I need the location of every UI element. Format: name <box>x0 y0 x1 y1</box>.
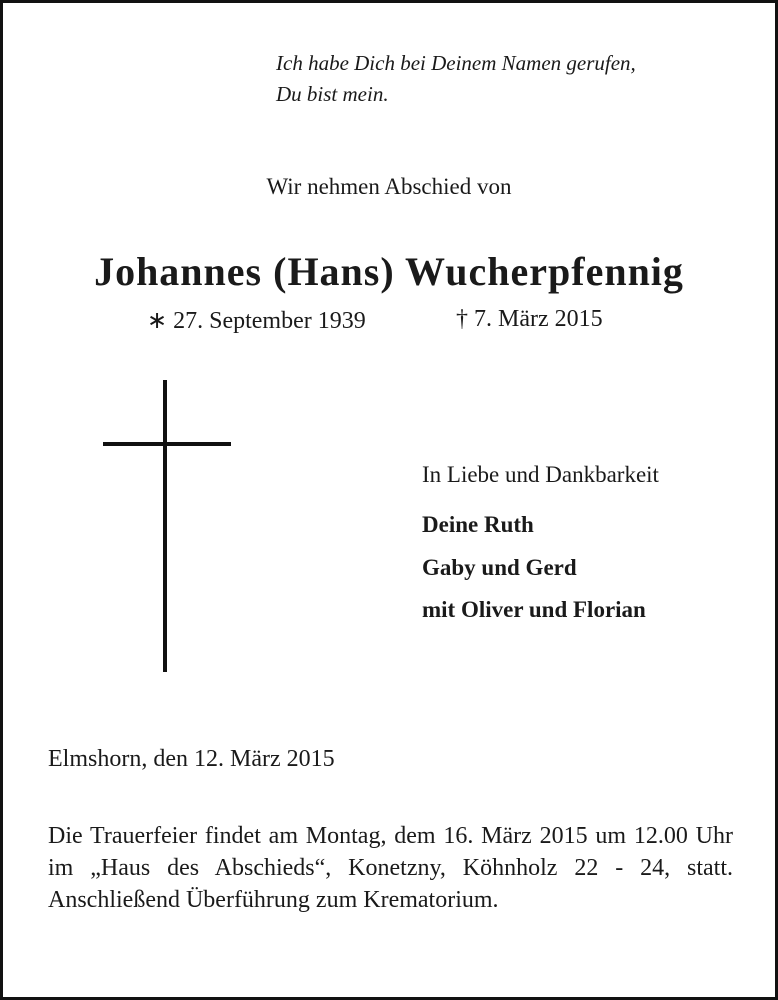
cross-vertical <box>163 380 167 672</box>
bible-quote <box>276 48 636 110</box>
family-member: Deine Ruth <box>422 512 534 537</box>
quote-line-2: Du bist mein. <box>276 82 389 106</box>
deceased-name: Johannes (Hans) Wucherpfennig <box>94 249 684 294</box>
cross-horizontal <box>103 442 231 446</box>
place-date: Elmshorn, den 12. März 2015 <box>48 746 335 772</box>
family-member: Gaby und Gerd <box>422 555 577 580</box>
intro-text: Wir nehmen Abschied von <box>266 174 512 199</box>
thanks-line: In Liebe und Dankbarkeit <box>422 462 659 487</box>
quote-line-1: Ich habe Dich bei Deinem Namen gerufen, <box>276 51 636 75</box>
death-date: † 7. März 2015 <box>456 306 603 332</box>
funeral-info: Die Trauerfeier findet am Montag, dem 16. März 2015 um 12.00 Uhr im „Haus des Abschieds“, Konetzny, Köhnholz 22 - 24, statt. Anschließend Überführung zum Krematorium. <box>48 823 733 913</box>
birth-date: ∗ 27. September 1939 <box>147 308 366 334</box>
family-member: mit Oliver und Florian <box>422 597 646 622</box>
